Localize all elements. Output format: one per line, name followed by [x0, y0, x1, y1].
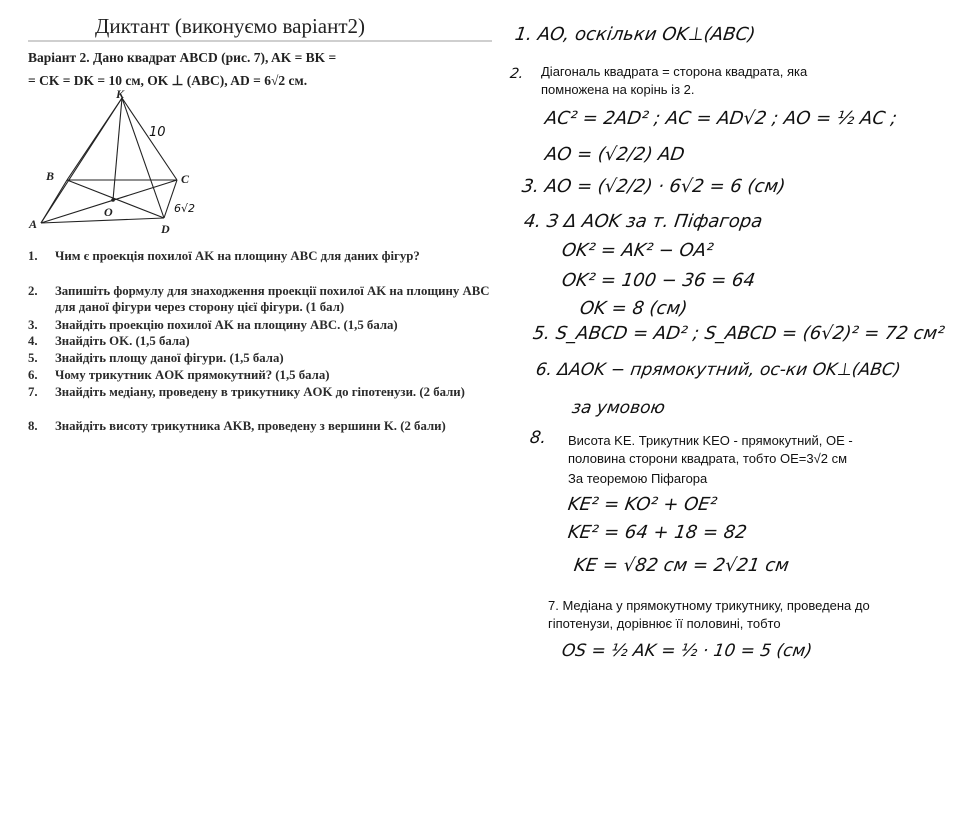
point-o	[111, 198, 115, 202]
task-line-2: = CK = DK = 10 см, OK ⊥ (ABC), AD = 6√2 см.	[28, 73, 308, 88]
answer-4-line-2: OK² = AK² − OA²	[560, 240, 715, 261]
label-b: B	[46, 169, 55, 183]
answer-8-theorem: За теоремою Піфагора	[568, 471, 708, 486]
answer-2-formula-2: AO = (√2/2) AD	[543, 144, 686, 165]
answer-4-line-4: OK = 8 (см)	[578, 298, 689, 319]
question-1: 1. Чим є проекція похилої AK на площину ABC для даних фігур?	[28, 249, 420, 263]
question-5: 5. Знайдіть площу даної фігури. (1,5 бала)	[28, 351, 284, 365]
answer-7-text: 7. Медіана у прямокутному трикутнику, проведена до гіпотенузи, дорівнює її половині, тобто	[548, 598, 870, 631]
answer-2-text: Діагональ квадрата = сторона квадрата, яка помножена на корінь із 2.	[541, 64, 808, 97]
edge-ad	[41, 218, 164, 223]
answer-4-line-1: 4. З Δ AOK за т. Піфагора	[522, 211, 764, 232]
pyramid-figure	[24, 88, 224, 238]
task-line-1: Варіант 2. Дано квадрат ABCD (рис. 7), AK = BK =	[28, 50, 337, 65]
answer-5: 5. S_ABCD = AD² ; S_ABCD = (6√2)² = 72 см²	[531, 323, 946, 344]
answer-7-formula: OS = ½ AK = ½ · 10 = 5 (см)	[560, 641, 814, 661]
question-2: 2. Запишіть формулу для знаходження проекції похилої AK на площину ABC для даної фігури через сторону цієї фігури. (1 бал)	[28, 284, 490, 314]
label-k: K	[116, 88, 125, 101]
label-base: 6√2	[174, 202, 196, 215]
answer-3: 3. AO = (√2/2) · 6√2 = 6 (см)	[520, 176, 787, 197]
label-o: O	[104, 205, 113, 219]
question-6: 6. Чому трикутник AOK прямокутний? (1,5 бала)	[28, 368, 330, 382]
divider	[28, 40, 492, 42]
task-statement	[28, 46, 496, 92]
question-8: 8. Знайдіть висоту трикутника AKB, проведену з вершини K. (2 бали)	[28, 419, 446, 433]
question-3: 3. Знайдіть проекцію похилої AK на площину ABC. (1,5 бала)	[28, 318, 398, 332]
question-7: 7. Знайдіть медіану, проведену в трикутнику AOK до гіпотенузи. (2 бали)	[28, 385, 465, 399]
answer-1: 1. AO, оскільки OK⊥(ABC)	[513, 24, 757, 45]
answer-8-formula-2: KE² = 64 + 18 = 82	[566, 522, 749, 543]
label-c: C	[181, 172, 190, 186]
edge-kd	[122, 98, 164, 218]
edge-kb	[67, 98, 122, 180]
answer-2-number: 2.	[508, 66, 525, 82]
answer-8-text: Висота KE. Трикутник KEO - прямокутний, OE - половина сторони квадрата, тобто OE=3√2 см	[568, 433, 853, 466]
label-d: D	[161, 222, 170, 236]
height-ko	[113, 98, 122, 200]
label-a: A	[29, 217, 38, 231]
answer-2-formula-1: AC² = 2AD² ; AC = AD√2 ; AO = ½ AC ;	[543, 108, 899, 129]
page-title: Диктант (виконуємо варіант2)	[95, 14, 366, 38]
answer-6-line-1: 6. ΔAOK − прямокутний, ос-ки OK⊥(ABC)	[534, 360, 902, 380]
answer-8-formula-1: KE² = KO² + OE²	[566, 494, 719, 515]
diag-bd	[67, 180, 164, 218]
answer-8-number: 8.	[528, 428, 548, 448]
answer-6-line-2: за умовою	[570, 398, 667, 418]
answer-8-formula-3: KE = √82 см = 2√21 см	[572, 555, 791, 576]
label-side-10: 10	[149, 125, 166, 140]
answer-4-line-3: OK² = 100 − 36 = 64	[560, 270, 757, 291]
question-4: 4. Знайдіть OK. (1,5 бала)	[28, 334, 190, 348]
